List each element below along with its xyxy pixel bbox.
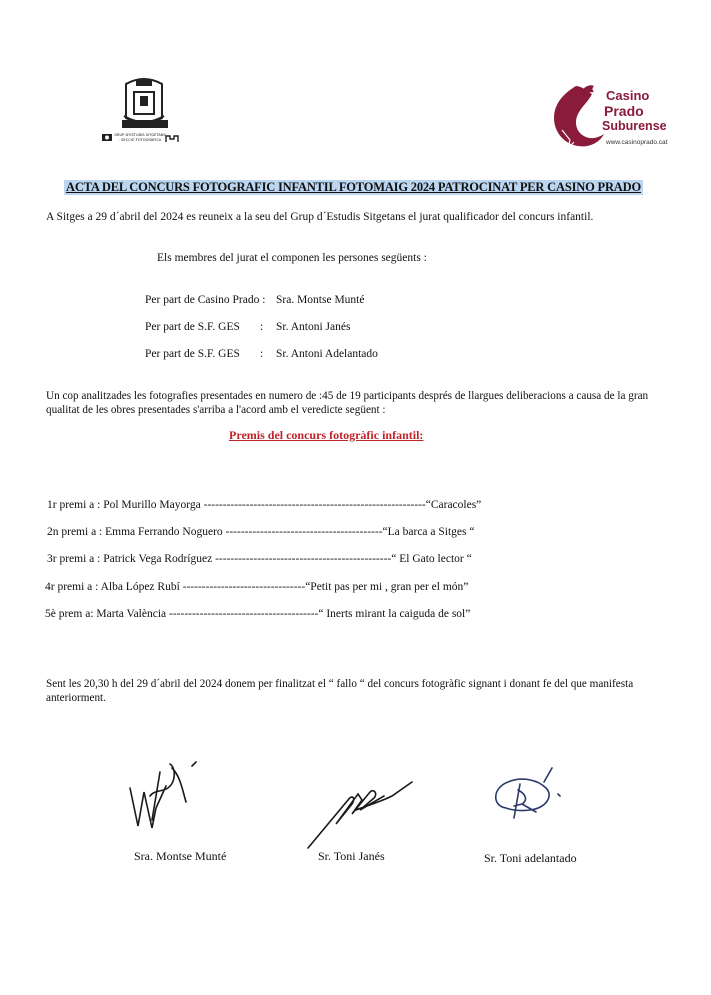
signature-name: Sra. Montse Munté [134,849,227,863]
intro-paragraph: A Sitges a 29 d´abril del 2024 es reuneix a la seu del Grup d´Estudis Sitgetans el jurat qualificador del concurs infantil. [46,211,594,223]
signature-munte [120,748,210,843]
jury-name: Sra. Montse Munté [276,294,365,306]
jury-intro: Els membres del jurat el componen les persones següents : [157,252,427,264]
casino-word: Casino [606,88,650,103]
closing-line: Sent les 20,30 h del 29 d´abril del 2024 donem per finalitzat el “ fallo “ del concurs fotogràfic signant i donant fe del que manifesta [46,678,634,690]
prize-line: 3r premi a : Patrick Vega Rodríguez ----------------------------------------------“ El Gato lector “ [47,553,472,565]
deliberation-line: Un cop analitzades les fotografies presentades en numero de :45 de 19 participants després de llargues deliberacions a causa de la gran [46,390,649,402]
casino-url: www.casinoprado.cat [606,139,668,146]
document-title: ACTA DEL CONCURS FOTOGRAFIC INFANTIL FOTOMAIG 2024 PATROCINAT PER CASINO PRADO [66,180,641,194]
closing-line: anteriorment. [46,692,106,704]
ges-logo [96,76,192,150]
jury-name: Sr. Antoni Janés [276,321,351,333]
suburense-word: Suburense [602,119,667,133]
signature-name: Sr. Toni adelantado [484,851,577,865]
jury-name: Sr. Antoni Adelantado [276,348,378,360]
casino-prado-logo [548,82,678,152]
prize-line: 1r premi a : Pol Murillo Mayorga ----------------------------------------------------------“Caracoles” [47,499,482,511]
prizes-heading: Premis del concurs fotogràfic infantil: [229,428,424,442]
prado-word: Prado [604,103,644,119]
prize-line: 5è prem a: Marta València ---------------------------------------“ Inerts mirant la caiguda de sol” [45,608,471,620]
signature-adelantado [484,764,574,834]
jury-label: Per part de S.F. GES : [145,348,264,360]
ges-logo-text: GRUP D'ESTUDIS SITGETANS · SECCIÓ FOTOGRÀFICA [114,133,166,142]
jury-label: Per part de S.F. GES : [145,321,264,333]
deliberation-line: qualitat de les obres presentades s'arriba a l'acord amb el veredicte següent : [46,404,386,416]
prize-line: 2n premi a : Emma Ferrando Noguero -----------------------------------------“La barca a Sitges “ [47,526,475,538]
signature-name: Sr. Toni Janés [318,849,385,863]
prize-line: 4r premi a : Alba López Rubí --------------------------------“Petit pas per mi , gran per el món” [45,581,469,593]
jury-label: Per part de Casino Prado : [145,294,266,306]
signature-janes [302,768,422,853]
